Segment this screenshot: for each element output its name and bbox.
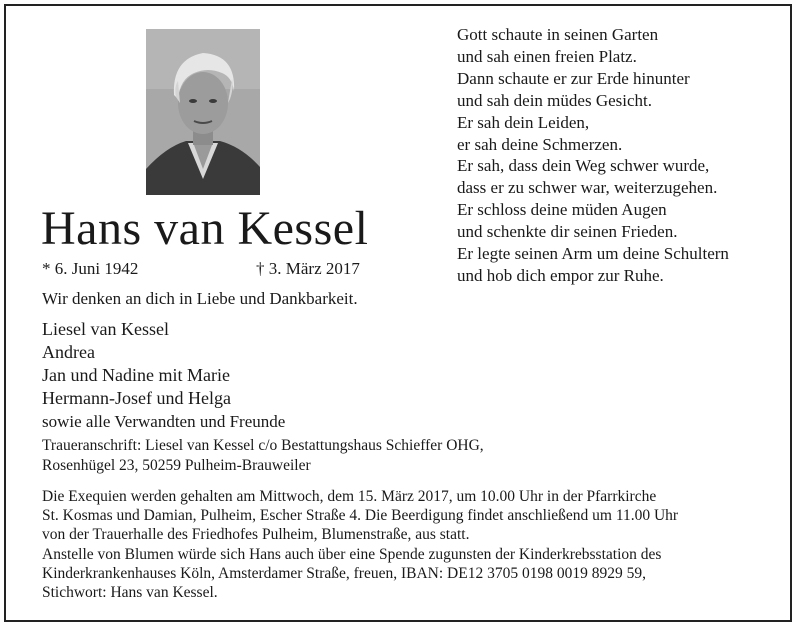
mourner: Andrea xyxy=(42,342,95,362)
mourner: Liesel van Kessel xyxy=(42,319,169,339)
portrait-image xyxy=(146,29,260,195)
poem-line: Er legte seinen Arm um deine Schultern xyxy=(457,244,729,264)
funeral-notice xyxy=(42,487,762,602)
notice-line: St. Kosmas und Damian, Pulheim, Escher Straße 4. Die Beerdigung findet anschließend um 11.00 Uhr xyxy=(42,507,679,525)
remembrance-line: Wir denken an dich in Liebe und Dankbarkeit. xyxy=(42,289,358,308)
death-date: † 3. März 2017 xyxy=(256,259,360,278)
notice-line: Anstelle von Blumen würde sich Hans auch über eine Spende zugunsten der Kinderkrebsstation des xyxy=(42,545,662,563)
poem-line: er sah deine Schmerzen. xyxy=(457,134,623,154)
poem-line: Er sah dein Leiden, xyxy=(457,112,590,132)
mourners-list xyxy=(42,318,285,433)
poem-line: Dann schaute er zur Erde hinunter xyxy=(457,68,690,88)
deceased-name: Hans van Kessel xyxy=(41,202,369,255)
poem-line: und hob dich empor zur Ruhe. xyxy=(457,265,664,285)
address-line: Rosenhügel 23, 50259 Pulheim-Brauweiler xyxy=(42,457,311,474)
mourner: Hermann-Josef und Helga xyxy=(42,388,231,408)
poem-line: und sah einen freien Platz. xyxy=(457,46,637,66)
notice-line: Kinderkrankenhauses Köln, Amsterdamer Straße, freuen, IBAN: DE12 3705 0198 0019 8929 59, xyxy=(42,564,646,582)
portrait-photo xyxy=(146,29,260,195)
mourning-address xyxy=(42,436,484,476)
poem-line: Er schloss deine müden Augen xyxy=(457,200,667,220)
notice-line: von der Trauerhalle des Friedhofes Pulheim, Blumenstraße, aus statt. xyxy=(42,526,470,544)
poem-line: dass er zu schwer war, weiterzugehen. xyxy=(457,178,718,198)
memorial-poem xyxy=(457,24,729,287)
poem-line: Gott schaute in seinen Garten xyxy=(457,25,659,44)
poem-line: und schenkte dir seinen Frieden. xyxy=(457,222,678,242)
poem-line: Er sah, dass dein Weg schwer wurde, xyxy=(457,156,710,176)
notice-line: Stichwort: Hans van Kessel. xyxy=(42,584,218,602)
poem-line: und sah dein müdes Gesicht. xyxy=(457,90,652,110)
address-line: Traueranschrift: Liesel van Kessel c/o Bestattungshaus Schieffer OHG, xyxy=(42,437,484,454)
mourner: Jan und Nadine mit Marie xyxy=(42,365,230,385)
relatives-line: sowie alle Verwandten und Freunde xyxy=(42,412,286,431)
birth-date: * 6. Juni 1942 xyxy=(42,259,139,278)
notice-line: Die Exequien werden gehalten am Mittwoch, dem 15. März 2017, um 10.00 Uhr in der Pfarrkirche xyxy=(42,488,657,505)
